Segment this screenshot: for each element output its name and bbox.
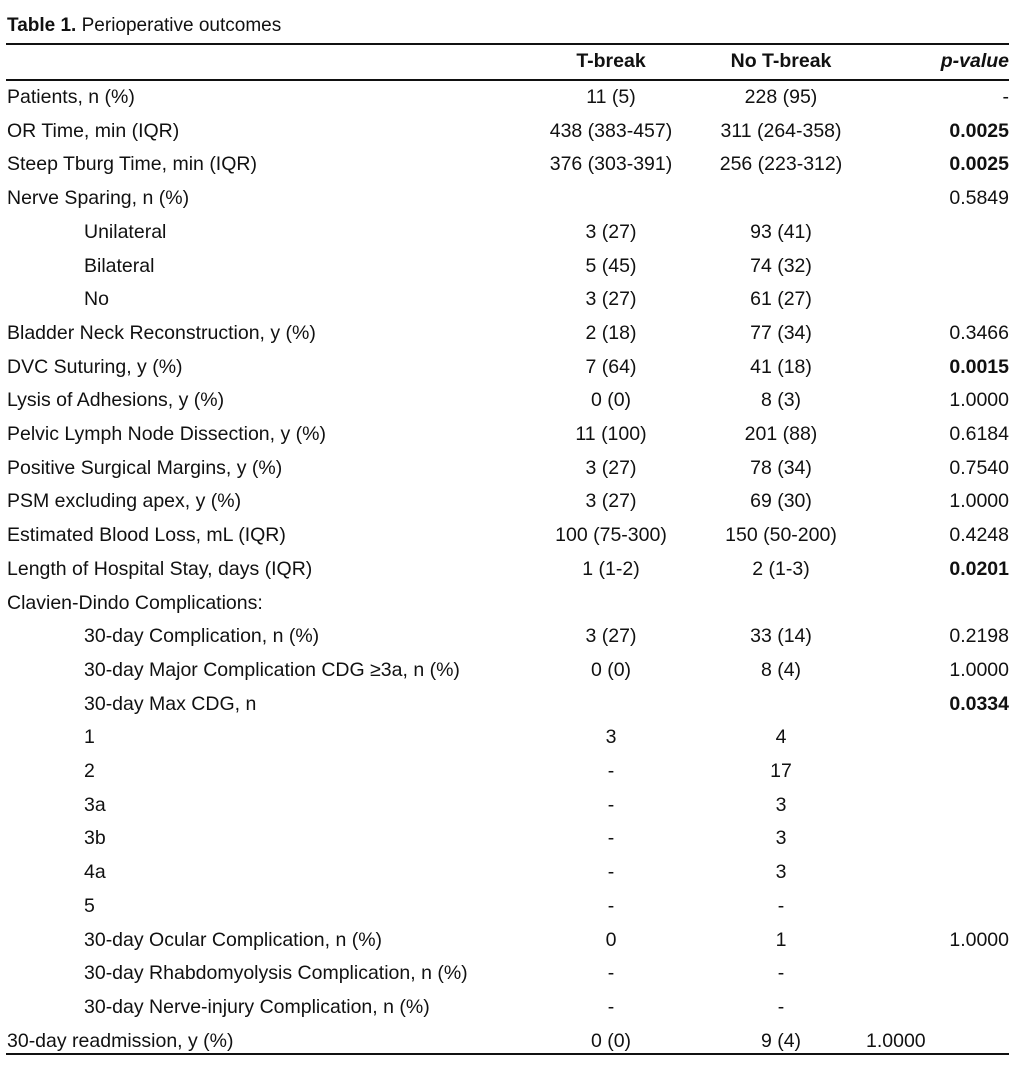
p-value: 0.0015 xyxy=(949,355,1009,378)
no-t-break-value: 4 xyxy=(775,726,787,749)
table-row xyxy=(0,689,1024,719)
no-t-break-value: - xyxy=(777,962,785,985)
t-break-value: 3 (27) xyxy=(585,490,637,513)
p-value: 1.0000 xyxy=(949,928,1009,951)
table-caption xyxy=(7,14,281,38)
no-t-break-value: 3 xyxy=(775,861,787,884)
p-value: 0.7540 xyxy=(949,456,1009,479)
table-row xyxy=(0,352,1024,382)
row-label: DVC Suturing, y (%) xyxy=(7,355,183,378)
no-t-break-value: 8 (4) xyxy=(760,658,802,681)
no-t-break-value: 311 (264-358) xyxy=(720,119,842,142)
t-break-value: 0 (0) xyxy=(590,1029,632,1052)
t-break-value: 438 (383-457) xyxy=(549,119,673,142)
no-t-break-value: 201 (88) xyxy=(744,423,818,445)
p-value: 0.6184 xyxy=(949,423,1009,445)
no-t-break-value: 78 (34) xyxy=(750,456,812,479)
row-label: Patients, n (%) xyxy=(7,86,135,108)
header-rule xyxy=(6,79,1009,81)
no-t-break-value: 228 (95) xyxy=(744,86,818,108)
row-label: 4a xyxy=(84,861,106,884)
no-t-break-value: 3 xyxy=(775,827,787,850)
t-break-value: 1 (1-2) xyxy=(582,557,640,580)
row-label: 30-day Max CDG, n xyxy=(84,692,257,715)
column-header-t-break: T-break xyxy=(576,50,646,72)
p-value: 0.0201 xyxy=(949,557,1009,580)
p-value: - xyxy=(1002,86,1009,108)
table-row xyxy=(0,318,1024,348)
table-row xyxy=(0,554,1024,584)
t-break-value: - xyxy=(607,894,615,917)
t-break-value: - xyxy=(607,827,615,850)
row-label: Steep Tburg Time, min (IQR) xyxy=(7,153,257,176)
row-label: Positive Surgical Margins, y (%) xyxy=(7,456,283,479)
no-t-break-value: 150 (50-200) xyxy=(725,524,837,547)
table-row xyxy=(0,857,1024,887)
row-label: 3a xyxy=(84,793,106,816)
p-value: 0.0025 xyxy=(949,153,1009,176)
table-row xyxy=(0,790,1024,820)
table-number: Table 1. xyxy=(7,15,77,36)
table-row xyxy=(0,284,1024,314)
no-t-break-value: 33 (14) xyxy=(750,625,812,648)
table-row xyxy=(0,217,1024,247)
table-row xyxy=(0,1026,1024,1056)
row-label: Length of Hospital Stay, days (IQR) xyxy=(7,557,313,580)
no-t-break-value: - xyxy=(777,995,785,1018)
no-t-break-value: 93 (41) xyxy=(750,220,812,243)
column-header-no-t-break: No T-break xyxy=(730,50,832,72)
row-label: OR Time, min (IQR) xyxy=(7,119,180,142)
t-break-value: - xyxy=(607,861,615,884)
t-break-value: 11 (5) xyxy=(586,86,636,108)
t-break-value: 11 (100) xyxy=(575,423,647,445)
row-label: Pelvic Lymph Node Dissection, y (%) xyxy=(7,423,326,445)
p-value: 1.0000 xyxy=(866,1029,926,1052)
t-break-value: 3 (27) xyxy=(585,220,637,243)
table-row xyxy=(0,520,1024,550)
table-row xyxy=(0,251,1024,281)
header-row xyxy=(0,46,1024,76)
no-t-break-value: 9 (4) xyxy=(760,1029,802,1052)
t-break-value: - xyxy=(607,793,615,816)
table-row xyxy=(0,486,1024,516)
row-label: Bladder Neck Reconstruction, y (%) xyxy=(7,321,316,344)
row-label: 30-day Major Complication CDG ≥3a, n (%) xyxy=(84,658,460,681)
t-break-value: 3 xyxy=(605,726,617,749)
t-break-value: 3 (27) xyxy=(585,288,637,311)
no-t-break-value: 1 xyxy=(775,928,787,951)
p-value: 0.0025 xyxy=(949,119,1009,142)
table-row xyxy=(0,958,1024,988)
column-header-p-value: p-value xyxy=(940,50,1009,72)
t-break-value: - xyxy=(607,962,615,985)
table-row xyxy=(0,722,1024,752)
row-label: Nerve Sparing, n (%) xyxy=(7,187,190,210)
no-t-break-value: - xyxy=(777,894,785,917)
row-label: Lysis of Adhesions, y (%) xyxy=(7,389,225,412)
table-row xyxy=(0,925,1024,955)
t-break-value: 0 (0) xyxy=(590,389,632,412)
row-label: Bilateral xyxy=(84,254,155,277)
table-row xyxy=(0,891,1024,921)
row-label: 30-day Rhabdomyolysis Complication, n (%) xyxy=(84,962,468,985)
t-break-value: 376 (303-391) xyxy=(549,153,673,176)
row-label: 5 xyxy=(84,894,95,917)
row-label: Clavien-Dindo Complications: xyxy=(7,591,263,614)
row-label: Estimated Blood Loss, mL (IQR) xyxy=(7,524,286,547)
table-row xyxy=(0,183,1024,213)
row-label: 30-day Complication, n (%) xyxy=(84,625,320,648)
table-row xyxy=(0,116,1024,146)
p-value: 0.5849 xyxy=(949,187,1009,210)
p-value: 0.4248 xyxy=(949,524,1009,547)
table-row xyxy=(0,992,1024,1022)
row-label: No xyxy=(84,288,109,311)
table-row xyxy=(0,453,1024,483)
table-row xyxy=(0,655,1024,685)
no-t-break-value: 2 (1-3) xyxy=(752,557,810,580)
table-row xyxy=(0,149,1024,179)
p-value: 1.0000 xyxy=(949,490,1009,513)
table-row xyxy=(0,82,1024,112)
row-label: 30-day readmission, y (%) xyxy=(7,1029,234,1052)
no-t-break-value: 41 (18) xyxy=(750,355,812,378)
no-t-break-value: 3 xyxy=(775,793,787,816)
no-t-break-value: 74 (32) xyxy=(750,254,812,277)
row-label: 30-day Ocular Complication, n (%) xyxy=(84,928,383,951)
t-break-value: 0 xyxy=(605,928,617,951)
t-break-value: 2 (18) xyxy=(585,321,637,344)
no-t-break-value: 69 (30) xyxy=(750,490,812,513)
row-label: Unilateral xyxy=(84,220,167,243)
table-title: Perioperative outcomes xyxy=(76,15,282,36)
t-break-value: 3 (27) xyxy=(585,625,637,648)
p-value: 0.3466 xyxy=(949,321,1009,344)
table-row xyxy=(0,419,1024,449)
t-break-value: 100 (75-300) xyxy=(555,524,667,547)
no-t-break-value: 8 (3) xyxy=(760,389,802,412)
top-rule xyxy=(6,43,1009,45)
row-label: 1 xyxy=(84,726,95,749)
table-row xyxy=(0,621,1024,651)
table-row xyxy=(0,588,1024,618)
row-label: 2 xyxy=(84,760,95,782)
bottom-rule xyxy=(6,1053,1009,1055)
t-break-value: - xyxy=(607,760,615,782)
no-t-break-value: 61 (27) xyxy=(750,288,812,311)
table-row xyxy=(0,385,1024,415)
t-break-value: 0 (0) xyxy=(590,658,632,681)
p-value: 1.0000 xyxy=(949,658,1009,681)
table-row xyxy=(0,756,1024,786)
p-value: 0.0334 xyxy=(949,692,1009,715)
table-row xyxy=(0,823,1024,853)
no-t-break-value: 256 (223-312) xyxy=(719,153,843,176)
row-label: 30-day Nerve-injury Complication, n (%) xyxy=(84,995,430,1018)
p-value: 0.2198 xyxy=(949,625,1009,648)
t-break-value: 7 (64) xyxy=(585,355,637,378)
p-value: 1.0000 xyxy=(949,389,1009,412)
no-t-break-value: 17 xyxy=(770,760,792,782)
row-label: PSM excluding apex, y (%) xyxy=(7,490,242,513)
row-label: 3b xyxy=(84,827,106,850)
t-break-value: 5 (45) xyxy=(585,254,637,277)
no-t-break-value: 77 (34) xyxy=(750,321,812,344)
t-break-value: - xyxy=(607,995,615,1018)
t-break-value: 3 (27) xyxy=(585,456,637,479)
